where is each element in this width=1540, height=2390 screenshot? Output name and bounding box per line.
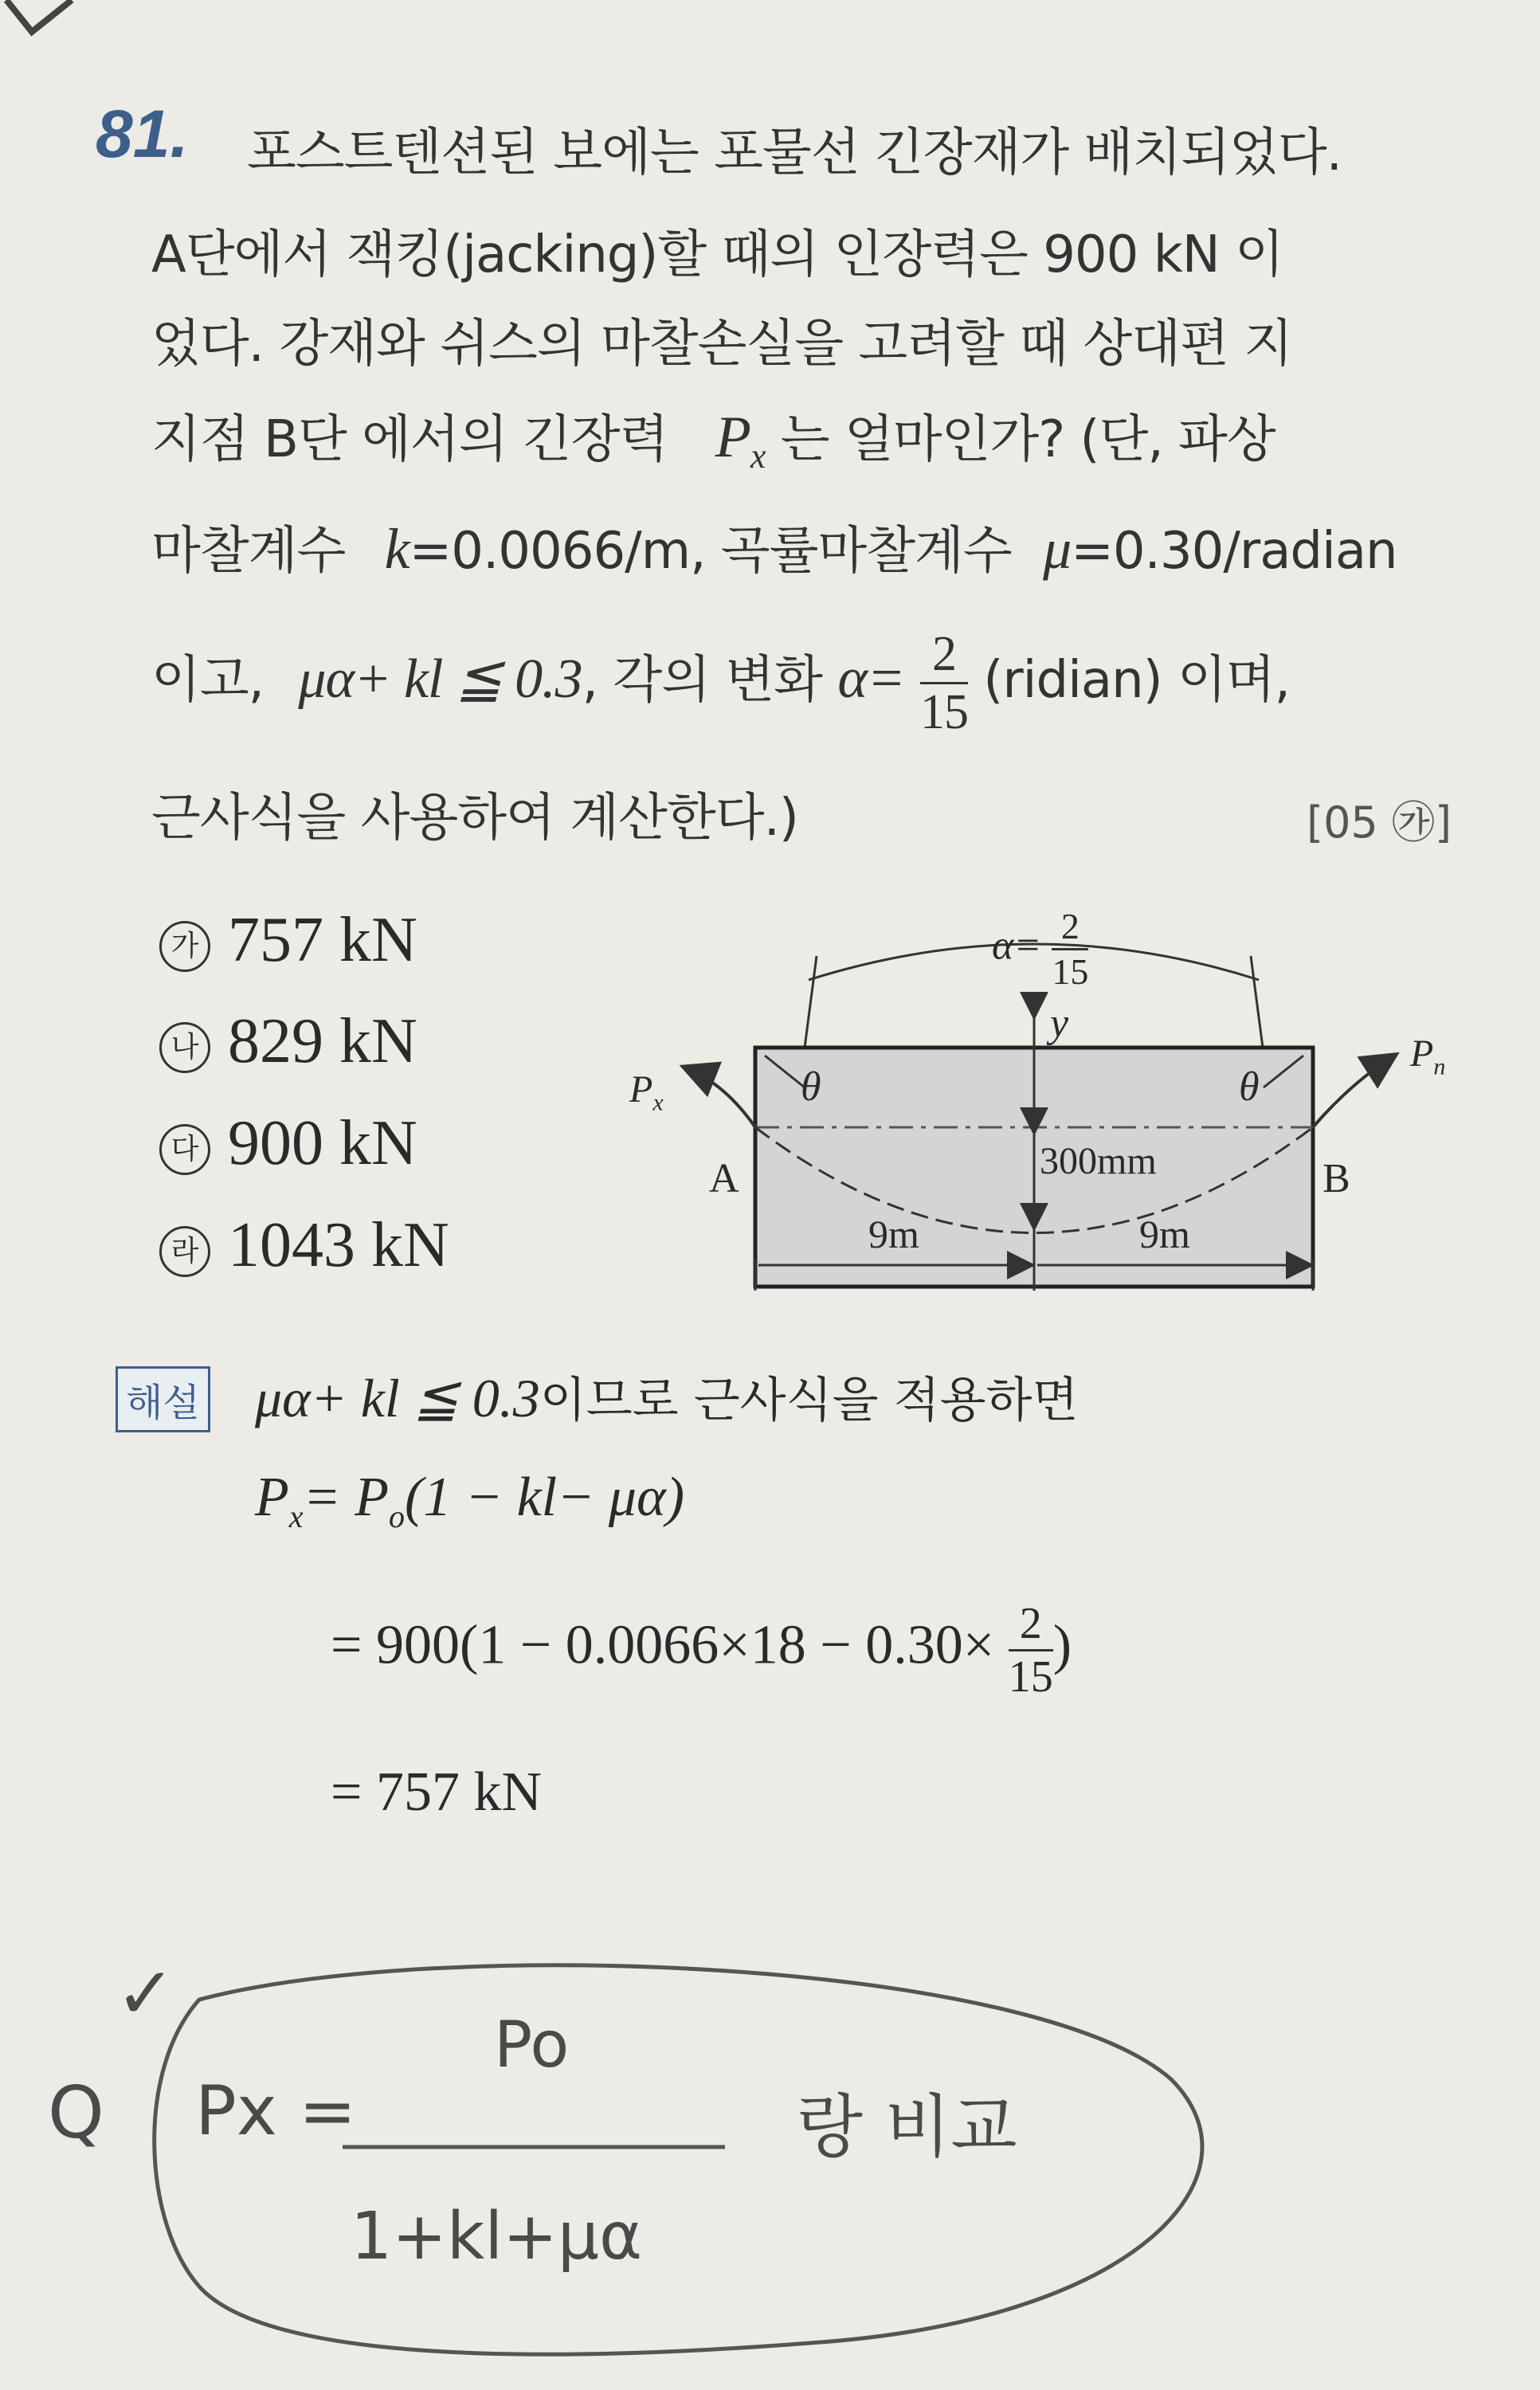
angle-text: , 각의 변화 (582, 651, 822, 711)
sol-frac-num: 2 (1009, 1601, 1053, 1651)
sol-line3-tail: ) (1052, 1614, 1072, 1676)
diagram-px-label (629, 1068, 664, 1117)
k-value: =0.0066/m, 곡률마찰계수 (409, 522, 1012, 581)
hand-q: Q (48, 2071, 104, 2155)
alpha-numerator: 2 (920, 629, 968, 684)
line4-head: 지점 B단 에서의 긴장력 (151, 410, 668, 469)
option-ra[interactable] (159, 1209, 449, 1282)
question-line-7: 근사식을 사용하여 계산한다.) (151, 789, 798, 848)
option-text-ga: 757 kN (228, 905, 417, 975)
hand-note: 랑 비교 (797, 2087, 1017, 2167)
alpha-denominator: 15 (920, 685, 969, 739)
solution-line-3 (331, 1599, 1072, 1702)
question-line-5 (151, 510, 1397, 583)
diagram-pn-label (1410, 1032, 1445, 1081)
hand-numerator: Po (494, 2008, 570, 2082)
diagram-alpha-num: 2 (1052, 908, 1088, 950)
px-subscript: x (750, 436, 766, 476)
question-line-3: 었다. 강재와 쉬스의 마찰손실을 고려할 때 상대편 지 (151, 315, 1293, 374)
mu-symbol: μ (1043, 517, 1072, 581)
diagram-y-label: y (1050, 1001, 1069, 1046)
diagram-px-p: P (629, 1068, 653, 1111)
diagram-span-right: 9m (1139, 1212, 1190, 1256)
option-text-ra: 1043 kN (228, 1210, 449, 1280)
option-text-na: 829 kN (228, 1006, 417, 1076)
sol-po-sub: o (389, 1499, 406, 1534)
diagram-theta-right: θ (1239, 1064, 1260, 1110)
diagram-theta-left: θ (801, 1064, 821, 1110)
solution-line-4: = 757 kN (331, 1761, 543, 1823)
option-badge-ga: 가 (159, 921, 210, 972)
mu-value: =0.30/radian (1071, 522, 1397, 581)
diagram-alpha-den: 15 (1052, 951, 1089, 992)
option-badge-ra: 라 (159, 1226, 210, 1277)
condition-math: μα+ kl ≦ 0.3 (298, 648, 582, 711)
sol-line3-head: = 900(1 − 0.0066×18 − 0.30× (331, 1614, 995, 1676)
alpha-line-left (805, 956, 817, 1048)
diagram-b-label: B (1323, 1156, 1350, 1201)
hand-check: ✓ (116, 1952, 176, 2035)
diagram-pn-sub: n (1433, 1053, 1446, 1080)
option-na[interactable] (159, 1005, 417, 1078)
solution-cond: μα+ kl ≦ 0.3 (255, 1368, 540, 1428)
sol-eq-po: = P (303, 1467, 390, 1528)
diagram-span-left: 9m (868, 1212, 919, 1256)
solution-line-1 (255, 1362, 1078, 1431)
solution-line-2 (255, 1466, 684, 1535)
question-line-2: A단에서 잭킹(jacking)할 때의 인장력은 900 kN 이 (151, 225, 1283, 284)
diagram-depth-label: 300mm (1040, 1140, 1157, 1182)
sol-fraction (1008, 1599, 1053, 1702)
line5-head: 마찰계수 (151, 522, 346, 581)
px-symbol: P (715, 405, 750, 470)
solution-tag: 해설 (116, 1366, 210, 1432)
pn-arrow (1313, 1056, 1394, 1127)
handwritten-oval (40, 1944, 1235, 2374)
sol-frac-den: 15 (1008, 1652, 1053, 1702)
diagram-a-label: A (709, 1156, 739, 1201)
hand-px: Px = (195, 2071, 357, 2151)
sol-line2-tail: (1 − kl− μα) (405, 1467, 685, 1528)
source-reference: [05 ㉮] (1307, 797, 1452, 848)
solution-line1-text: 이므로 근사식을 적용하면 (539, 1373, 1079, 1428)
alpha-fraction (920, 629, 968, 737)
ridian-text: (ridian) 이며, (983, 651, 1290, 711)
alpha-eq: α= (837, 646, 905, 711)
sol-px: P (255, 1467, 289, 1528)
option-text-da: 900 kN (228, 1108, 417, 1178)
checkmark-icon (0, 0, 96, 48)
diagram-px-sub: x (652, 1089, 664, 1116)
question-line-4 (151, 398, 1275, 476)
alpha-line-right (1251, 956, 1263, 1048)
question-line-6 (151, 629, 1290, 737)
question-line-1: 포스트텐션된 보에는 포물선 긴장재가 배치되었다. (247, 123, 1342, 182)
diagram-alpha-eq: α= (992, 923, 1042, 969)
question-number: 81. (96, 96, 189, 171)
line4-tail: 는 얼마인가? (단, 파상 (780, 410, 1275, 469)
option-badge-na: 나 (159, 1022, 210, 1073)
line6-head: 이고, (151, 651, 264, 711)
k-symbol: k (384, 517, 409, 581)
px-arrow (685, 1068, 755, 1127)
diagram-alpha-fraction (1052, 908, 1088, 990)
option-badge-da: 다 (159, 1124, 210, 1175)
diagram-alpha-label (992, 908, 1088, 990)
option-da[interactable] (159, 1107, 417, 1180)
sol-px-sub: x (288, 1499, 304, 1534)
hand-denominator: 1+kl+μα (351, 2199, 643, 2274)
option-ga[interactable] (159, 904, 417, 977)
diagram-pn-p: P (1410, 1032, 1434, 1075)
